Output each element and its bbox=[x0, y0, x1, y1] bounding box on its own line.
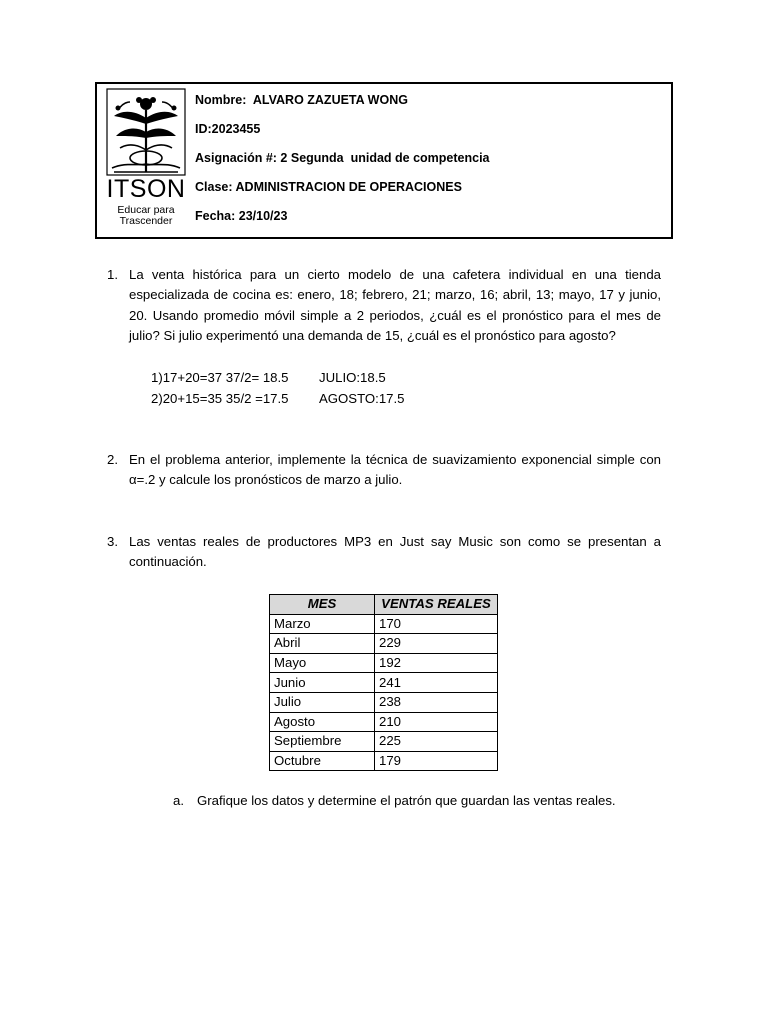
logo-text: ITSON bbox=[106, 175, 186, 203]
logo-tagline-line1: Educar para bbox=[117, 204, 175, 216]
table-row bbox=[270, 673, 498, 693]
table-row bbox=[270, 712, 498, 732]
table-row bbox=[270, 634, 498, 654]
assignment: Asignación #: 2 Segunda unidad de competencia bbox=[195, 151, 490, 165]
sales-cell: 192 bbox=[375, 653, 498, 673]
calc-1: 1)17+20=37 37/2= 18.5 bbox=[151, 370, 289, 385]
month-cell: Mayo bbox=[270, 653, 375, 673]
sales-cell: 238 bbox=[375, 692, 498, 712]
sales-cell: 225 bbox=[375, 732, 498, 752]
calc-2: 2)20+15=35 35/2 =17.5 bbox=[151, 391, 289, 406]
table-row bbox=[270, 751, 498, 771]
question-1-number: 1. bbox=[107, 267, 118, 282]
header-mes: MES bbox=[270, 595, 375, 615]
student-name: Nombre: ALVARO ZAZUETA WONG bbox=[195, 93, 408, 107]
sub-question-a-text: Grafique los datos y determine el patrón que guardan las ventas reales. bbox=[197, 793, 616, 808]
question-3-text: Las ventas reales de productores MP3 en Just say Music son como se presentan a continuación. bbox=[129, 534, 661, 570]
question-2-number: 2. bbox=[107, 452, 118, 467]
sales-table bbox=[269, 594, 498, 771]
month-cell: Julio bbox=[270, 692, 375, 712]
logo-tagline bbox=[104, 205, 188, 227]
itson-logo bbox=[104, 88, 188, 230]
question-2-text: En el problema anterior, implemente la técnica de suavizamiento exponencial simple con α=.2 y calcule los pronósticos de marzo a julio. bbox=[129, 452, 661, 488]
class-name: Clase: ADMINISTRACION DE OPERACIONES bbox=[195, 180, 462, 194]
answer-july: JULIO:18.5 bbox=[319, 370, 386, 385]
table-row bbox=[270, 732, 498, 752]
sales-cell: 229 bbox=[375, 634, 498, 654]
month-cell: Octubre bbox=[270, 751, 375, 771]
sales-cell: 179 bbox=[375, 751, 498, 771]
sales-cell: 210 bbox=[375, 712, 498, 732]
student-id: ID:2023455 bbox=[195, 122, 261, 136]
sales-cell: 170 bbox=[375, 614, 498, 634]
table-row bbox=[270, 653, 498, 673]
date: Fecha: 23/10/23 bbox=[195, 209, 288, 223]
question-3-number: 3. bbox=[107, 534, 118, 549]
itson-emblem-icon bbox=[106, 88, 186, 176]
table-row bbox=[270, 614, 498, 634]
header-ventas-reales: VENTAS REALES bbox=[375, 595, 498, 615]
month-cell: Junio bbox=[270, 673, 375, 693]
answer-august: AGOSTO:17.5 bbox=[319, 391, 405, 406]
month-cell: Agosto bbox=[270, 712, 375, 732]
sub-question-a-label: a. bbox=[173, 793, 184, 808]
month-cell: Marzo bbox=[270, 614, 375, 634]
logo-tagline-line2: Trascender bbox=[119, 215, 173, 227]
month-cell: Septiembre bbox=[270, 732, 375, 752]
table-row bbox=[270, 692, 498, 712]
sales-cell: 241 bbox=[375, 673, 498, 693]
question-1-text: La venta histórica para un cierto modelo de una cafetera individual en una tienda especializada de cocina es: enero, 18; febrero, 21; marzo, 16; abril, 13; mayo, 17 y junio, 20. Usando promedio móvil simple a 2 periodos, ¿cuál es el pronóstico para el mes de julio? Si julio experimentó una demanda de 15, ¿cuál es el pronóstico para agosto? bbox=[129, 267, 661, 343]
month-cell: Abril bbox=[270, 634, 375, 654]
table-header-row bbox=[270, 595, 498, 615]
